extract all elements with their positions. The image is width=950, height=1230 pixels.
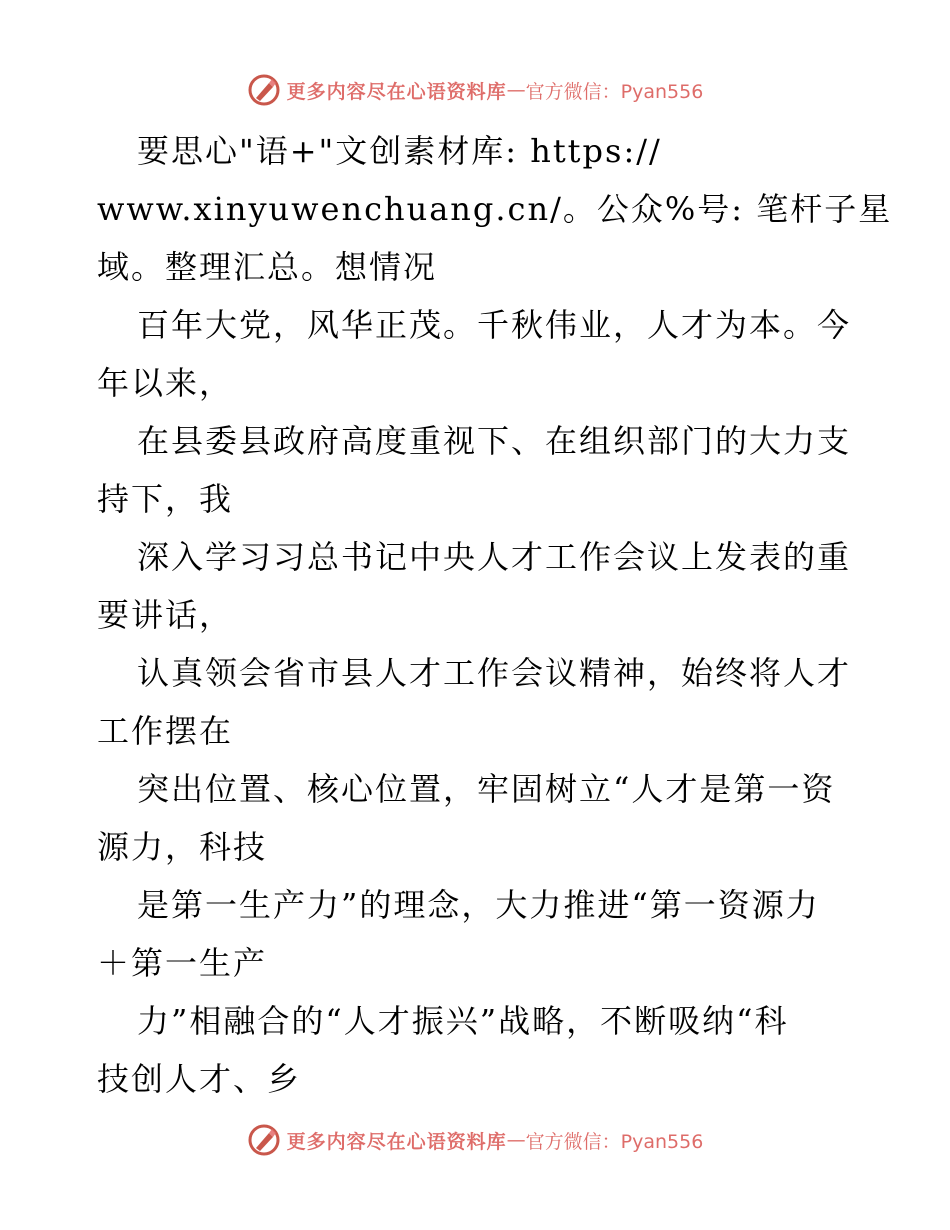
body-line: ＋第一生产 bbox=[97, 944, 268, 982]
body-line: 工作摆在 bbox=[97, 712, 234, 750]
banner-main-text: 更多内容尽在心语资料库 bbox=[286, 1130, 507, 1153]
pen-logo-icon bbox=[247, 1123, 281, 1157]
body-line: 年以来， bbox=[97, 364, 234, 402]
body-line: 技创人才、乡 bbox=[97, 1060, 302, 1098]
body-line: 源力，科技 bbox=[97, 828, 268, 866]
pen-logo-icon bbox=[247, 73, 281, 107]
body-line: 要讲话， bbox=[97, 596, 234, 634]
body-line: 是第一生产力”的理念，大力推进“第一资源力 bbox=[137, 886, 820, 924]
body-line: 百年大党，风华正茂。千秋伟业，人才为本。今 bbox=[137, 306, 852, 344]
document-body bbox=[97, 122, 893, 1108]
body-line: 力”相融合的“人才振兴”战略，不断吸纳“科 bbox=[137, 1002, 789, 1040]
banner-wechat-text: 官方微信：Pyan556 bbox=[525, 1130, 704, 1153]
body-line: 深入学习习总书记中央人才工作会议上发表的重 bbox=[137, 538, 852, 576]
banner-wechat-text: 官方微信：Pyan556 bbox=[525, 80, 704, 103]
header-banner bbox=[0, 70, 950, 110]
banner-separator: — bbox=[506, 79, 526, 101]
body-line: 持下，我 bbox=[97, 480, 234, 518]
banner-main-text: 更多内容尽在心语资料库 bbox=[286, 80, 507, 103]
body-line: 域。整理汇总。想情况 bbox=[97, 248, 438, 286]
body-line: 突出位置、核心位置，牢固树立“人才是第一资 bbox=[137, 770, 836, 808]
footer-banner bbox=[0, 1120, 950, 1160]
body-line: 认真领会省市县人才工作会议精神，始终将人才 bbox=[137, 654, 852, 692]
body-line: 在县委县政府高度重视下、在组织部门的大力支 bbox=[137, 422, 852, 460]
banner-separator: — bbox=[506, 1129, 526, 1151]
body-line: 要思心"语+"文创素材库: https:// bbox=[137, 132, 662, 170]
body-line: www.xinyuwenchuang.cn/。公众%号: 笔杆子星 bbox=[97, 190, 893, 228]
